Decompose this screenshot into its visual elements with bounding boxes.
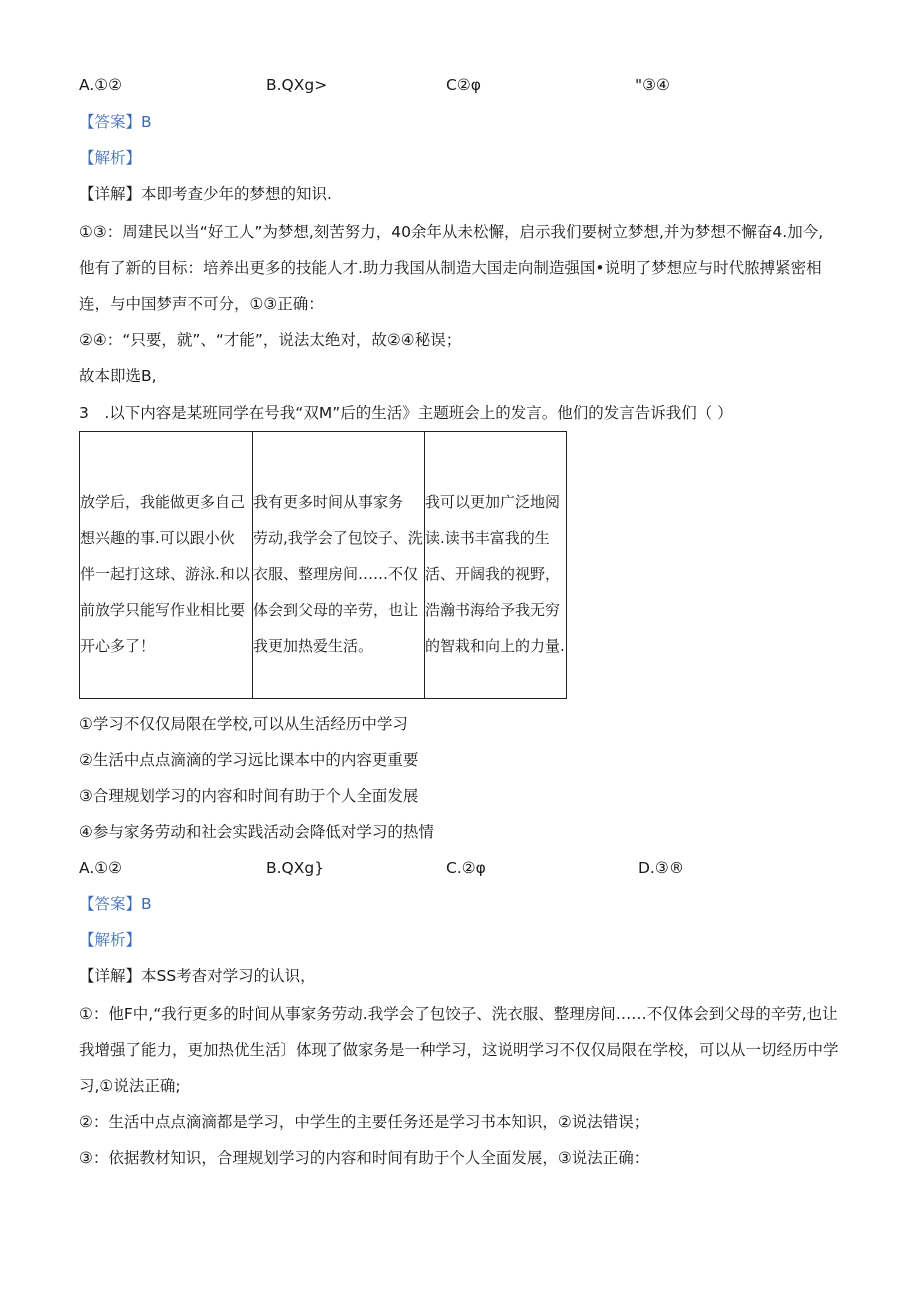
q3-statement-1: ①学习不仅仅局限在学校,可以从生活经历中学习 (79, 715, 408, 733)
quote-line: 体会到父母的辛劳，也让 (253, 601, 419, 619)
quote-line: 衣服、整理房间……不仅 (253, 565, 419, 583)
q3-stem: 3 .以下内容是某班同学在号我“双M”后的生活》主题班会上的发言。他们的发言告诉我们（ ） (79, 404, 733, 422)
q2-detail: 【详解】本即考查少年的梦想的知识. (79, 185, 332, 203)
quote-line: 我可以更加广泛地阅 (425, 493, 561, 511)
q3-quote-cell-2 (253, 432, 425, 699)
q3-quote-cell-3 (425, 432, 567, 699)
q3-option-c: C.②φ (446, 859, 486, 877)
q3-statement-2: ②生活中点点滴滴的学习远比课本中的内容更重要 (79, 751, 419, 769)
quote-line: 浩瀚书海给予我无穷 (425, 601, 561, 619)
q3-paragraph-3: 习,①说法正确; (79, 1077, 181, 1095)
q3-quote-table (79, 431, 567, 699)
quote-line: 前放学只能写作业相比要 (80, 601, 246, 619)
q3-option-b: B.QXg} (266, 859, 325, 877)
q3-option-a: A.①② (79, 859, 123, 877)
q3-paragraph-1: ①：他F中,“我行更多的时间从事家务劳动.我学会了包饺子、洗衣服、整理房间……不仅体会到父母的辛劳,也让 (79, 1005, 838, 1023)
quote-line: 的智栽和向上的力量. (425, 637, 565, 655)
quote-line: 活、开阔我的视野， (425, 565, 561, 583)
q3-analysis-heading: 【解析】 (79, 931, 142, 949)
q3-options (79, 857, 839, 879)
q2-option-d: "③④ (635, 76, 670, 94)
quote-line: 我有更多时间从事家务 (253, 493, 404, 511)
q3-quote-cell-1 (80, 432, 253, 699)
q2-paragraph-1: ①③：周建民以当“好工人”为梦想,刻苦努力，40余年从未松懈，启示我们要树立梦想,并为梦想不懈奋4.加今, (79, 223, 824, 241)
q2-paragraph-2: 他有了新的目标：培养出更多的技能人才.助力我国从制造大国走向制造强国•说明了梦想应与时代脓搏紧密相 (79, 259, 822, 277)
quote-line: 放学后，我能做更多自己 (80, 493, 246, 511)
q2-analysis-heading: 【解析】 (79, 149, 142, 167)
q2-paragraph-5: 故本即选B, (79, 367, 157, 385)
q3-paragraph-5: ③：依据教材知识，合理规划学习的内容和时间有助于个人全面发展，③说法正确： (79, 1149, 650, 1167)
q2-option-b: B.QXg> (266, 76, 328, 94)
q3-detail: 【详解】本SS考杳对学习的认识， (79, 967, 316, 985)
q2-option-c: C②φ (446, 76, 481, 94)
q2-option-a: A.①② (79, 76, 123, 94)
q3-answer: 【答案】B (79, 895, 152, 913)
q3-statement-3: ③合理规划学习的内容和时间有助于个人全面发展 (79, 787, 419, 805)
q2-options (79, 74, 839, 96)
quote-line: 想兴趣的事.可以跟小伙 (80, 529, 235, 547)
q3-paragraph-4: ②：生活中点点滴滴都是学习，中学生的主要任务还是学习书本知识，②说法错误； (79, 1113, 650, 1131)
quote-line: 伴一起打这球、游泳.和以 (80, 565, 250, 583)
quote-line: 开心多了！ (80, 637, 156, 655)
q2-answer: 【答案】B (79, 113, 152, 131)
q3-paragraph-2: 我增强了能力，更加热优生活〕体现了做家务是一种学习，这说明学习不仅仅局限在学校，可以从一切经历中学 (79, 1041, 839, 1059)
quote-line: 读.读书丰富我的生 (425, 529, 550, 547)
q3-statement-4: ④参与家务劳动和社会实践活动会降低对学习的热情 (79, 823, 434, 841)
quote-line: 劳动,我学会了包饺子、洗 (253, 529, 423, 547)
q2-paragraph-3: 连，与中国梦声不可分，①③正确： (79, 295, 324, 313)
q2-paragraph-4: ②④：“只要，就”、“才能”，说法太绝对，故②④秘误； (79, 331, 462, 349)
q3-option-d: D.③® (638, 859, 685, 877)
quote-line: 我更加热爱生活。 (253, 637, 374, 655)
